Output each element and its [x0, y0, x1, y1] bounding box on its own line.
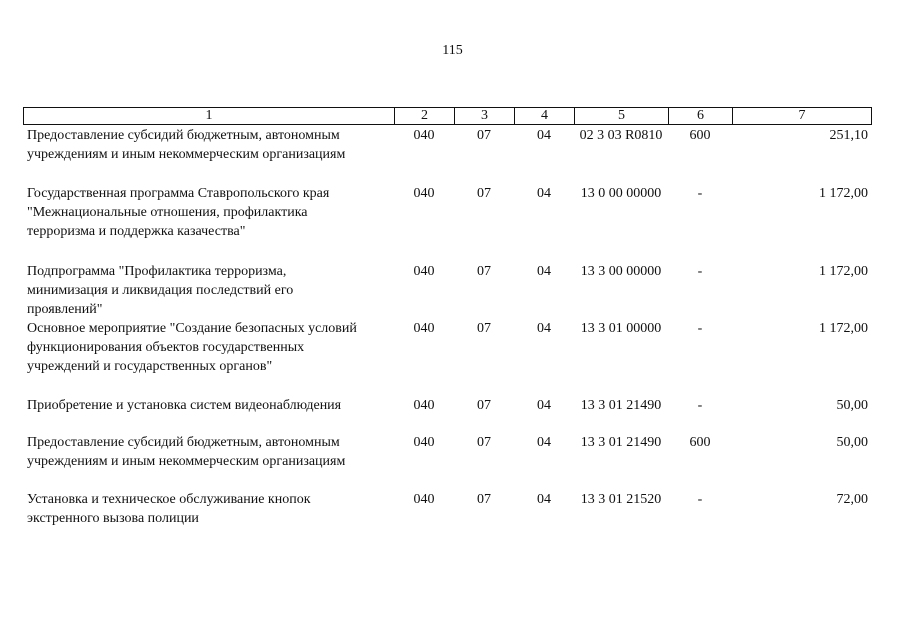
row-col-4: 04	[537, 186, 551, 201]
row-col-7: 50,00	[836, 435, 868, 450]
row-name-line: минимизация и ликвидация последствий его	[27, 283, 294, 298]
header-col-6: 6	[669, 108, 733, 125]
row-name-line: учреждениям и иным некоммерческим организациям	[27, 147, 346, 162]
row-name	[27, 319, 387, 376]
row-col-2: 040	[413, 128, 435, 143]
row-name	[27, 396, 387, 415]
header-col-5: 5	[575, 108, 669, 125]
row-col-2: 040	[413, 492, 435, 507]
header-col-7: 7	[733, 108, 872, 125]
row-name-line: Предоставление субсидий бюджетным, автономным	[27, 435, 340, 450]
row-col-6: 600	[689, 128, 711, 143]
row-col-5: 13 3 01 21520	[580, 492, 662, 507]
row-name-line: экстренного вызова полиции	[27, 511, 199, 526]
row-col-6: -	[697, 492, 703, 507]
row-col-5: 02 3 03 R0810	[579, 128, 663, 143]
row-col-3: 07	[477, 186, 491, 201]
row-name	[27, 184, 387, 241]
row-col-5: 13 3 00 00000	[580, 264, 662, 279]
row-col-4: 04	[537, 321, 551, 336]
row-name	[27, 433, 387, 471]
row-col-7: 1 172,00	[819, 321, 868, 336]
row-col-3: 07	[477, 398, 491, 413]
row-name-line: Подпрограмма "Профилактика терроризма,	[27, 264, 287, 279]
row-col-7: 1 172,00	[819, 186, 868, 201]
header-col-3: 3	[455, 108, 515, 125]
row-col-2: 040	[413, 186, 435, 201]
row-col-3: 07	[477, 321, 491, 336]
row-name	[27, 126, 387, 164]
row-name-line: Приобретение и установка систем видеонаблюдения	[27, 398, 342, 413]
row-name-line: "Межнациональные отношения, профилактика	[27, 205, 308, 220]
row-col-7: 72,00	[836, 492, 868, 507]
row-name	[27, 490, 387, 528]
header-col-2: 2	[395, 108, 455, 125]
row-name-line: учреждений и государственных органов"	[27, 359, 273, 374]
row-name-line: Основное мероприятие "Создание безопасных условий	[27, 321, 357, 336]
row-col-7: 1 172,00	[819, 264, 868, 279]
table-header	[23, 107, 872, 125]
header-col-4: 4	[515, 108, 575, 125]
row-col-2: 040	[413, 321, 435, 336]
row-col-3: 07	[477, 264, 491, 279]
row-name-line: Государственная программа Ставропольского края	[27, 186, 330, 201]
row-col-4: 04	[537, 398, 551, 413]
row-name	[27, 262, 387, 319]
row-col-5: 13 3 01 00000	[580, 321, 662, 336]
row-col-4: 04	[537, 435, 551, 450]
row-col-3: 07	[477, 435, 491, 450]
row-col-2: 040	[413, 398, 435, 413]
row-col-5: 13 3 01 21490	[580, 398, 662, 413]
row-name-line: проявлений"	[27, 302, 103, 317]
row-col-2: 040	[413, 264, 435, 279]
row-name-line: учреждениям и иным некоммерческим организациям	[27, 454, 346, 469]
page-number: 115	[442, 43, 463, 58]
row-col-4: 04	[537, 264, 551, 279]
row-name-line: Установка и техническое обслуживание кнопок	[27, 492, 311, 507]
row-name-line: терроризма и поддержка казачества"	[27, 224, 246, 239]
row-col-4: 04	[537, 492, 551, 507]
row-col-6: -	[697, 264, 703, 279]
header-col-1: 1	[24, 108, 395, 125]
row-col-3: 07	[477, 492, 491, 507]
row-col-6: -	[697, 186, 703, 201]
row-col-4: 04	[537, 128, 551, 143]
row-col-2: 040	[413, 435, 435, 450]
row-col-3: 07	[477, 128, 491, 143]
row-name-line: функционирования объектов государственных	[27, 340, 305, 355]
row-col-7: 50,00	[836, 398, 868, 413]
row-name-line: Предоставление субсидий бюджетным, автономным	[27, 128, 340, 143]
row-col-5: 13 3 01 21490	[580, 435, 662, 450]
row-col-6: -	[697, 321, 703, 336]
row-col-7: 251,10	[829, 128, 868, 143]
row-col-5: 13 0 00 00000	[580, 186, 662, 201]
row-col-6: 600	[689, 435, 711, 450]
row-col-6: -	[697, 398, 703, 413]
